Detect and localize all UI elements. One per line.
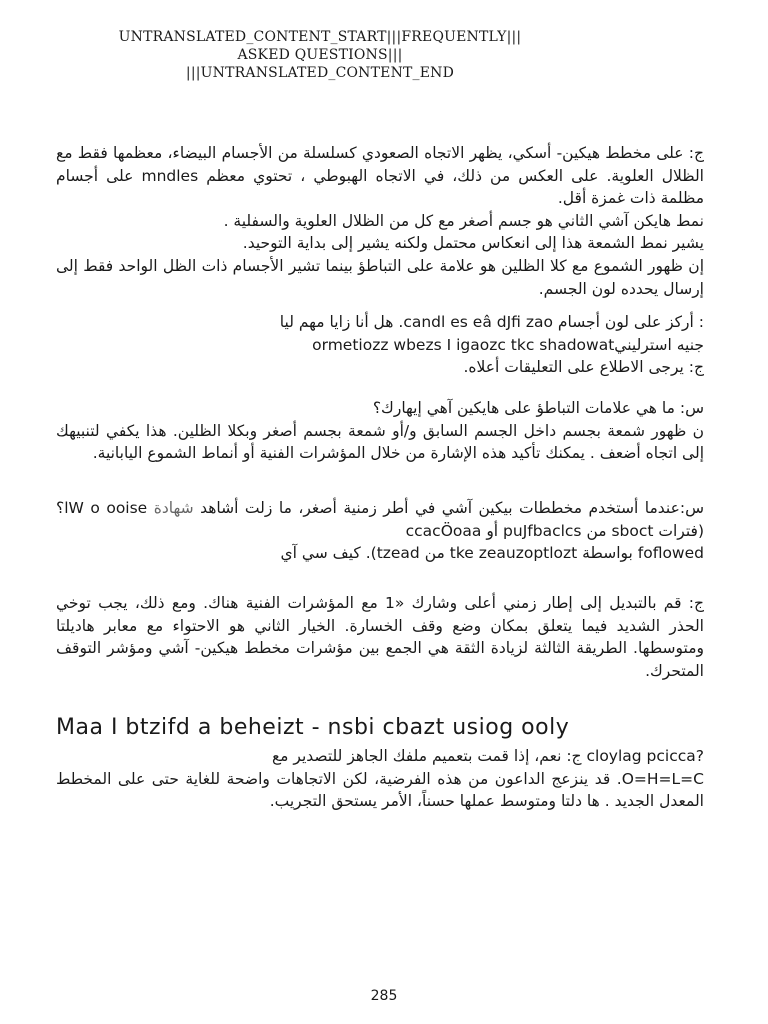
page-header (50, 28, 590, 82)
paragraph (56, 497, 704, 542)
question-smaller-timeframes (56, 497, 704, 565)
header-line-1: UNTRANSLATED_CONTENT_START|||FREQUENTLY||| (118, 29, 522, 45)
answer-build-chart (56, 745, 704, 813)
question-candle-colors (56, 311, 704, 379)
paragraph: foflowed بواسطة tke zeauzoptlozt من tzead). كيف سي آي (280, 544, 704, 563)
page-number: 285 (370, 988, 398, 1004)
paragraph: ج: يرجى الاطلاع على التعليقات أعلاه. (463, 358, 704, 377)
text-run: س:عندما أستخدم مخططات بيكين آشي في أطر زمنية أصغر، ما زلت أشاهد (200, 499, 704, 517)
text-run-gray: شهادة (153, 499, 194, 517)
paragraph: ?cloylag pcicca ج: نعم، إذا قمت بتعميم ملفك الجاهز للتصدير مع (271, 747, 704, 765)
paragraph: إن ظهور الشموع مع كلا الظلين هو علامة على التباطؤ بينما تشير الأجسام ذات الظل الواحد فقط إلى إرسال يحدده لون الجسم. (56, 256, 704, 298)
answer-higher-timeframe (56, 592, 704, 682)
paragraph: ج: قم بالتبديل إلى إطار زمني أعلى وشارك «1 مع المؤشرات الفنية هناك. ومع ذلك، يجب توخي الحذر الشديد فيما يتعلق بمكان وضع وقف الخسارة. الخيار الثاني هو الاحتواء مع معابر هاديلتا ومتوسطها. الطريقة الثالثة لزيادة الثقة هي الجمع بين مؤشرات مخطط هيكين- آشي ومؤشر التوقف المتحرك. (56, 594, 704, 680)
paragraph: يشير نمط الشمعة هذا إلى انعكاس محتمل ولكنه يشير إلى بداية التوحيد. (242, 234, 704, 253)
paragraph: : أركز على لون أجسام candl es eâ dJfi zao. هل أنا زايا مهم ليا (279, 313, 704, 331)
answer-heikin-ashi-trends (56, 142, 704, 300)
paragraph: نمط هايكن آشي الثاني هو جسم أصغر مع كل من الظلال العلوية والسفلية . (223, 211, 704, 230)
paragraph: س: ما هي علامات التباطؤ على هايكين آهي إيهارك؟ (372, 399, 704, 417)
text-run: lW o ooise؟ (فترات sboct من puJfbaclcs أو ccacÖoaa (56, 499, 704, 540)
section-heading: Maa I btzifd a beheizt - nsbi cbazt usiog ooly (56, 715, 570, 740)
header-line-3: |||UNTRANSLATED_CONTENT_END (185, 65, 455, 81)
paragraph: ج: على مخطط هيكين- أسكي، يظهر الاتجاه الصعودي كسلسلة من الأجسام البيضاء، معظمها فقط مع الظلال العلوية. على العكس من ذلك، في الاتجاه الهبوطي ، تحتوي معظم mndles على أجسام مظلمة ذات غمزة أقل. (56, 144, 704, 208)
paragraph: جنيه استرلينيormetiozz wbezs I igaozc tkc shadowat (312, 335, 704, 354)
paragraph: O=H=L=C. قد ينزعج الداعون من هذه الفرضية، لكن الاتجاهات واضحة للغاية حتى على المخطط المعدل الجديد . ها دلتا ومتوسط عملها حسناً، الأمر يستحق التجريب. (56, 769, 704, 811)
question-slowdown-signs (56, 397, 704, 465)
paragraph: ن ظهور شمعة بجسم داخل الجسم السابق و/أو شمعة بجسم أصغر وبكلا الظلين. هذا يكفي لتنبيهك إلى اتجاه أضعف . يمكنك تأكيد هذه الإشارة من خلال المؤشرات الفنية أو أنماط الشموع اليابانية. (56, 421, 704, 463)
header-line-2: ASKED QUESTIONS||| (237, 47, 403, 63)
